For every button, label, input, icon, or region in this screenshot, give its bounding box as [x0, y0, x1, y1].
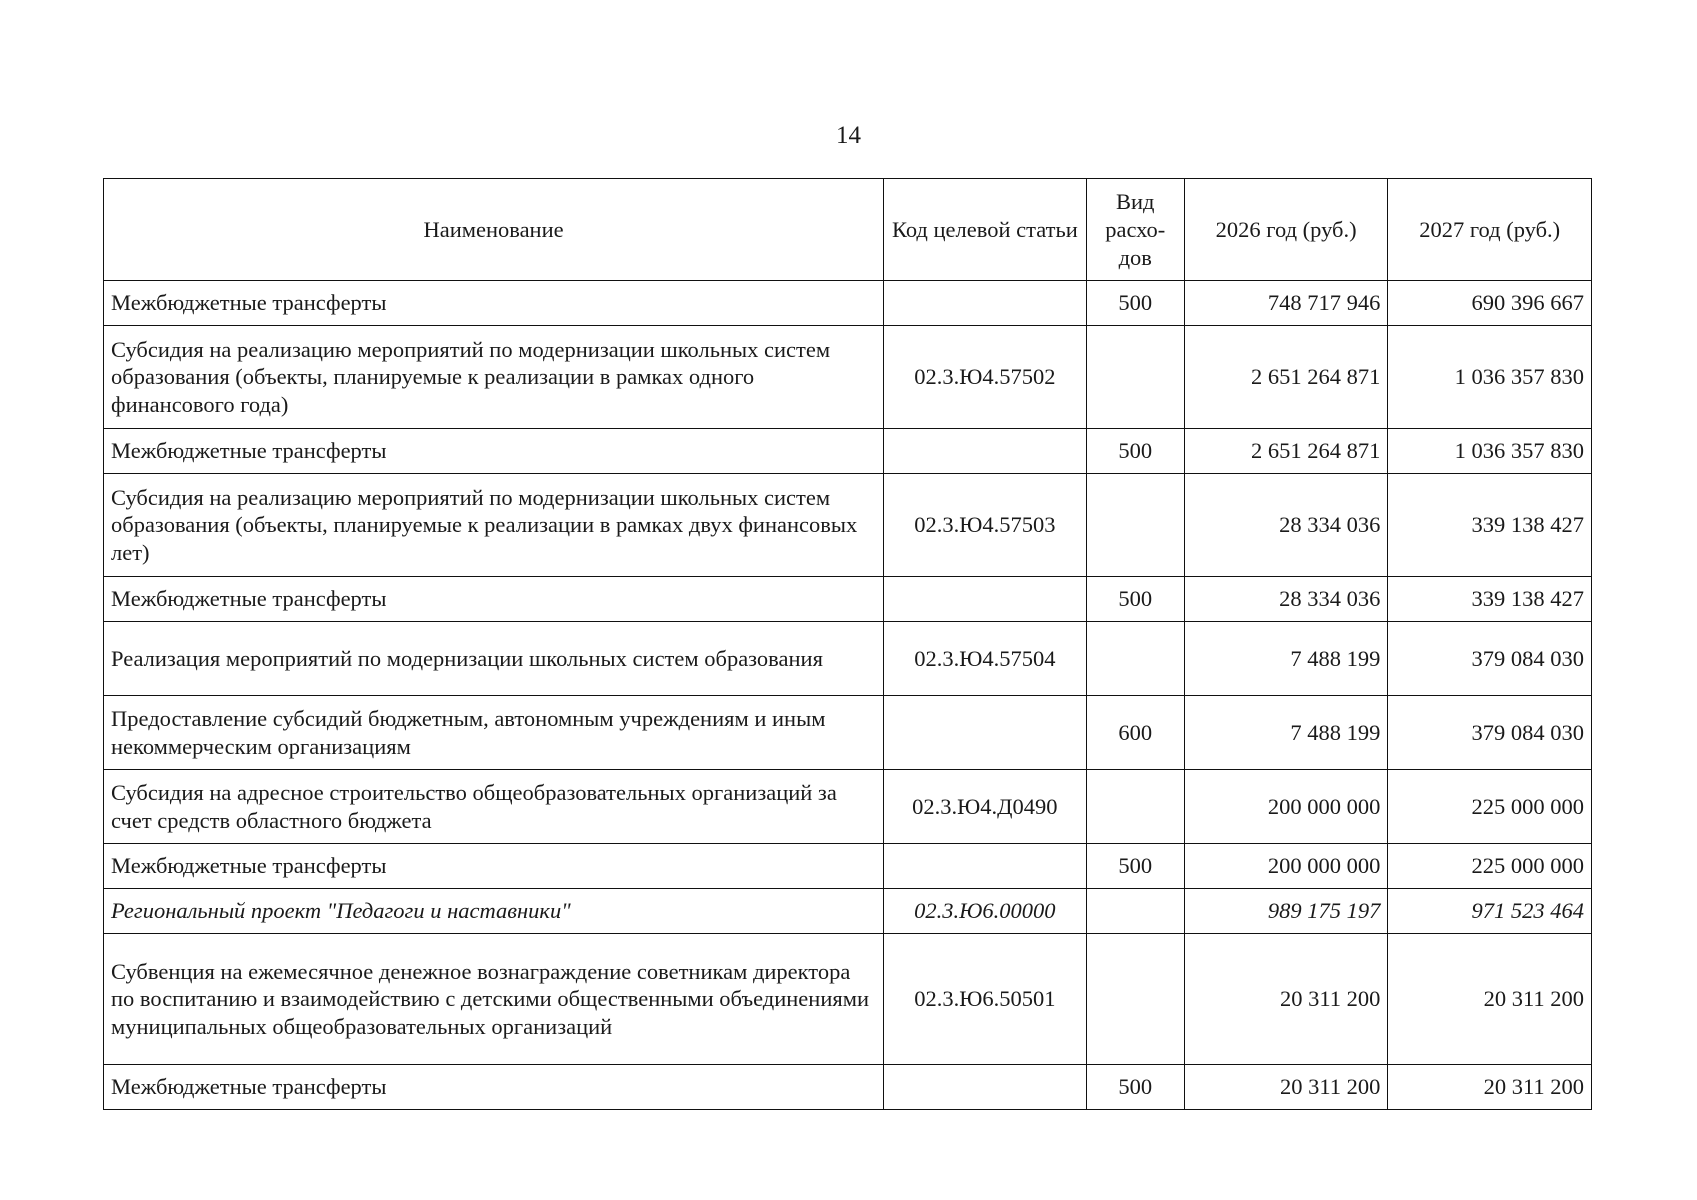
table-row: [104, 934, 1592, 1065]
row-code: 02.3.Ю4.57503: [884, 474, 1087, 577]
table-row: [104, 326, 1592, 429]
row-code: [884, 844, 1087, 889]
row-code: [884, 577, 1087, 622]
row-amount-2027: 20 311 200: [1388, 1065, 1592, 1110]
budget-table: [103, 178, 1592, 1110]
row-amount-2027: 339 138 427: [1388, 474, 1592, 577]
row-name: Предоставление субсидий бюджетным, автономным учреждениям и иным некоммерческим организациям: [104, 696, 884, 770]
row-code: [884, 429, 1087, 474]
row-name: Межбюджетные трансферты: [104, 281, 884, 326]
row-expense-kind: [1086, 622, 1184, 696]
row-amount-2027: 1 036 357 830: [1388, 429, 1592, 474]
row-expense-kind: 500: [1086, 1065, 1184, 1110]
row-code: 02.3.Ю4.57504: [884, 622, 1087, 696]
row-expense-kind: 600: [1086, 696, 1184, 770]
table-row: [104, 429, 1592, 474]
row-name: Субвенция на ежемесячное денежное вознаграждение советникам директора по воспитанию и взаимодействию с детскими общественными объединениями муниципальных общеобразовательных организаций: [104, 934, 884, 1065]
row-code: [884, 1065, 1087, 1110]
row-name: Межбюджетные трансферты: [104, 1065, 884, 1110]
row-amount-2026: 748 717 946: [1184, 281, 1388, 326]
row-amount-2026: 7 488 199: [1184, 622, 1388, 696]
row-amount-2026: 20 311 200: [1184, 934, 1388, 1065]
row-name: Субсидия на адресное строительство общеобразовательных организаций за счет средств областного бюджета: [104, 770, 884, 844]
row-amount-2027: 20 311 200: [1388, 934, 1592, 1065]
row-expense-kind: [1086, 889, 1184, 934]
row-amount-2027: 690 396 667: [1388, 281, 1592, 326]
table-row: [104, 474, 1592, 577]
row-amount-2026: 200 000 000: [1184, 844, 1388, 889]
table-row: [104, 844, 1592, 889]
row-amount-2026: 28 334 036: [1184, 577, 1388, 622]
table-row: [104, 889, 1592, 934]
row-expense-kind: 500: [1086, 281, 1184, 326]
table-row: [104, 622, 1592, 696]
header-code: Код целевой статьи: [884, 179, 1087, 281]
row-amount-2027: 379 084 030: [1388, 622, 1592, 696]
row-expense-kind: [1086, 770, 1184, 844]
row-expense-kind: [1086, 474, 1184, 577]
table-header-row: [104, 179, 1592, 281]
row-code: [884, 696, 1087, 770]
row-amount-2027: 971 523 464: [1388, 889, 1592, 934]
header-kind: Вид расхо-дов: [1086, 179, 1184, 281]
row-code: [884, 281, 1087, 326]
row-amount-2026: 20 311 200: [1184, 1065, 1388, 1110]
row-code: 02.3.Ю4.Д0490: [884, 770, 1087, 844]
table-row: [104, 281, 1592, 326]
table-row: [104, 696, 1592, 770]
table-row: [104, 770, 1592, 844]
row-code: 02.3.Ю4.57502: [884, 326, 1087, 429]
row-name: Межбюджетные трансферты: [104, 844, 884, 889]
header-name: Наименование: [104, 179, 884, 281]
header-year-2027: 2027 год (руб.): [1388, 179, 1592, 281]
row-code: 02.3.Ю6.50501: [884, 934, 1087, 1065]
page-number: 14: [836, 122, 861, 149]
row-amount-2027: 225 000 000: [1388, 844, 1592, 889]
row-amount-2026: 200 000 000: [1184, 770, 1388, 844]
row-name: Межбюджетные трансферты: [104, 429, 884, 474]
row-expense-kind: [1086, 934, 1184, 1065]
row-amount-2027: 339 138 427: [1388, 577, 1592, 622]
header-year-2026: 2026 год (руб.): [1184, 179, 1388, 281]
row-name: Реализация мероприятий по модернизации школьных систем образования: [104, 622, 884, 696]
row-name: Субсидия на реализацию мероприятий по модернизации школьных систем образования (объекты, планируемые к реализации в рамках одного финансового года): [104, 326, 884, 429]
row-name: Межбюджетные трансферты: [104, 577, 884, 622]
row-amount-2026: 2 651 264 871: [1184, 326, 1388, 429]
row-expense-kind: 500: [1086, 429, 1184, 474]
row-code: 02.3.Ю6.00000: [884, 889, 1087, 934]
table-body: [104, 281, 1592, 1110]
row-amount-2027: 225 000 000: [1388, 770, 1592, 844]
row-amount-2027: 379 084 030: [1388, 696, 1592, 770]
row-amount-2026: 989 175 197: [1184, 889, 1388, 934]
row-expense-kind: [1086, 326, 1184, 429]
row-expense-kind: 500: [1086, 577, 1184, 622]
row-amount-2026: 7 488 199: [1184, 696, 1388, 770]
table-row: [104, 1065, 1592, 1110]
row-name: Субсидия на реализацию мероприятий по модернизации школьных систем образования (объекты, планируемые к реализации в рамках двух финансовых лет): [104, 474, 884, 577]
row-amount-2026: 2 651 264 871: [1184, 429, 1388, 474]
row-amount-2027: 1 036 357 830: [1388, 326, 1592, 429]
row-expense-kind: 500: [1086, 844, 1184, 889]
row-name: Региональный проект "Педагоги и наставники": [104, 889, 884, 934]
row-amount-2026: 28 334 036: [1184, 474, 1388, 577]
table-row: [104, 577, 1592, 622]
